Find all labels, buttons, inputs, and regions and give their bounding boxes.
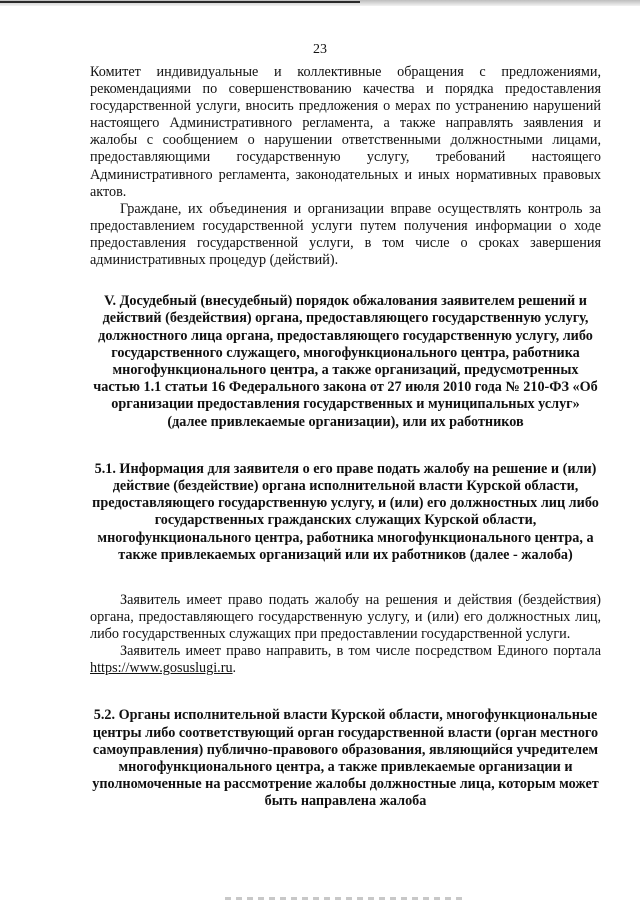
- heading-section-5-1: 5.1. Информация для заявителя о его праве подать жалобу на решение и (или) действие (бездействие) органа исполнительной власти Курской области, предоставляющего государственную услугу, и (или) его должностных лиц либо государственных гражданских служащих Курской области, многофункционального центра, работника многофункционального центра, а также привлекаемых организаций или их работников (далее - жалоба): [92, 460, 599, 563]
- scan-top-edge: [0, 0, 640, 6]
- page-number: 23: [313, 42, 327, 57]
- heading-section-5-2: 5.2. Органы исполнительной власти Курской области, многофункциональные центры либо соответствующий орган государственной власти (орган местного самоуправления) публично-правового образования, являющийся учредителем многофункционального центра, а также привлекаемые организации и уполномоченные на рассмотрение жалобы должностные лица, которым может быть направлена жалоба: [92, 707, 599, 810]
- paragraph-citizens-control: Граждане, их объединения и организации вправе осуществлять контроль за предоставлением государственной услуги путем получения информации о ходе предоставления государственной услуги, в том числе о сроках завершения административных процедур (действий).: [90, 200, 601, 269]
- paragraph-portal: [90, 643, 601, 677]
- scan-bottom-artifact: [225, 897, 465, 900]
- gosuslugi-link[interactable]: https://www.gosuslugi.ru: [90, 660, 233, 677]
- heading-section-v: V. Досудебный (внесудебный) порядок обжалования заявителем решений и действий (бездействия) органа, предоставляющего государственную услугу, должностного лица органа, предоставляющего государственную услугу, либо государственного служащего, многофункционального центра, работника многофункционального центра, а также организаций, предусмотренных частью 1.1 статьи 16 Федерального закона от 27 июля 2010 года № 210-ФЗ «Об организации предоставления государственных и муниципальных услуг» (далее привлекаемые организации), или их работников: [93, 293, 598, 430]
- document-body: [90, 64, 601, 811]
- portal-text-end: .: [232, 660, 237, 677]
- paragraph-complaint-right: Заявитель имеет право подать жалобу на решения и действия (бездействия) органа, предоставляющего государственную услугу, и (или) его должностных лиц, либо государственных служащих при предоставлении государственной услуги.: [90, 591, 601, 643]
- paragraph-committee-appeals: Комитет индивидуальные и коллективные обращения с предложениями, рекомендациями по совершенствованию качества и порядка предоставления государственной услуги, вносить предложения о мерах по устранению нарушений настоящего Административного регламента, а также направлять заявления и жалобы с сообщением о нарушении ответственными должностными лицами, предоставляющими государственную услугу, требований настоящего Административного регламента, законодательных и иных нормативных правовых актов.: [90, 64, 601, 200]
- portal-text: Заявитель имеет право направить, в том числе посредством Единого портала: [120, 643, 601, 660]
